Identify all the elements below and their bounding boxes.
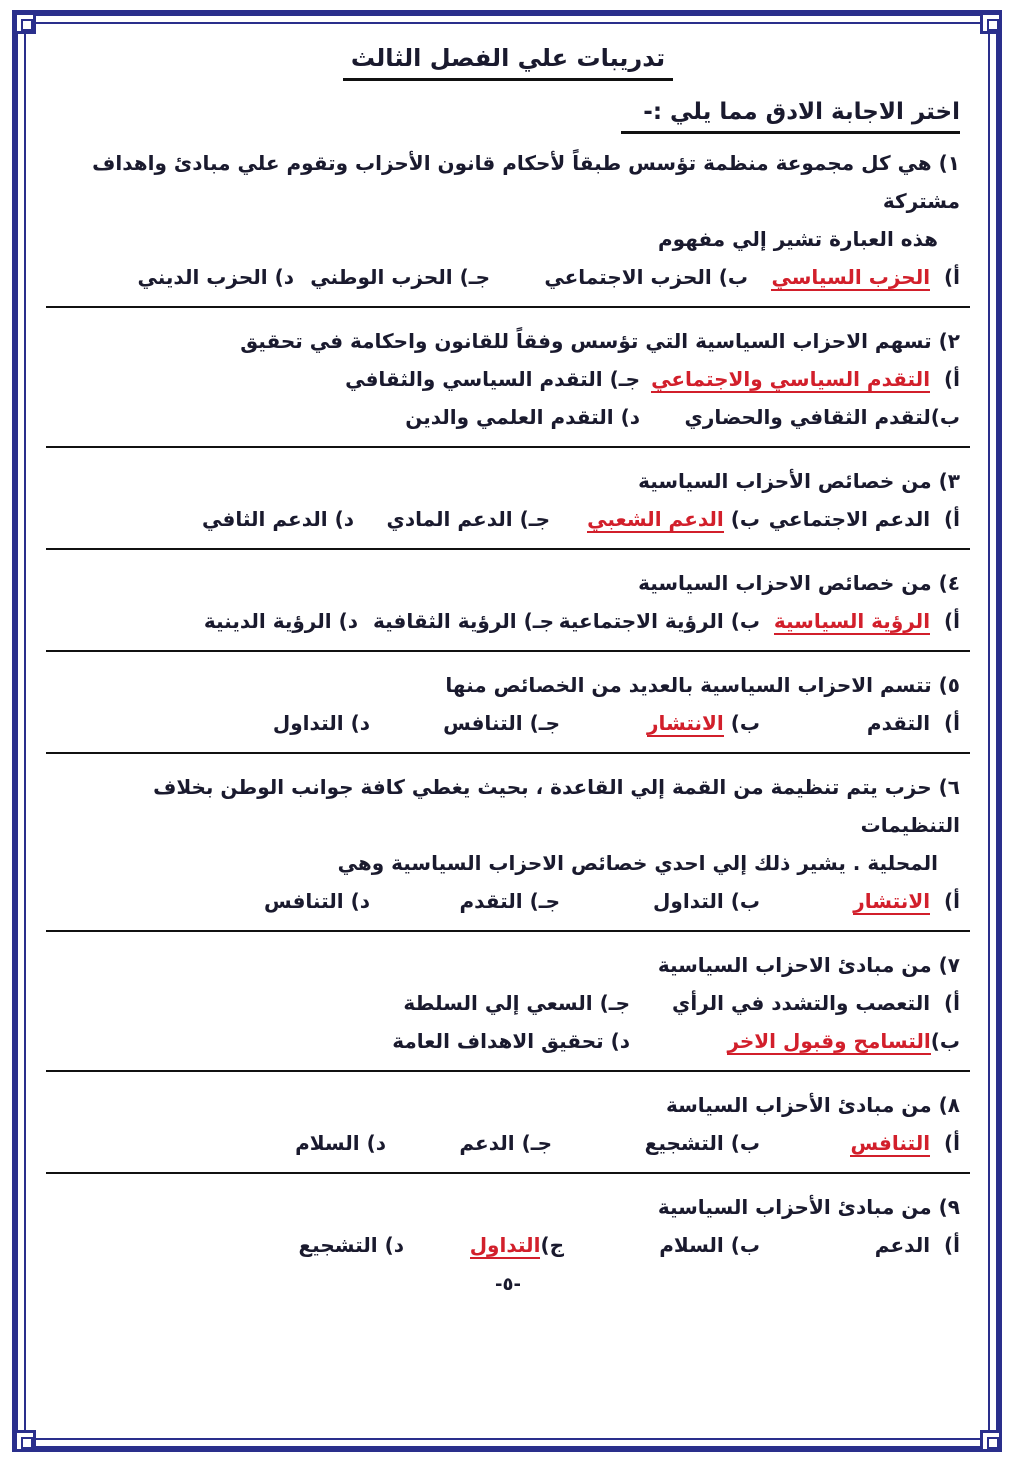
option-c[interactable]: جـ) الرؤية الثقافية: [372, 609, 554, 633]
corner-ornament: [14, 12, 36, 34]
worksheet: [40, 30, 976, 1295]
correct-answer: الانتشار: [853, 889, 931, 913]
correct-answer: التداول: [469, 1233, 541, 1257]
question-text: ١) هي كل مجموعة منظمة تؤسس طبقاً لأحكام قانون الأحزاب وتقوم علي مبادئ واهداف مشتركة: [92, 151, 960, 213]
option-d[interactable]: د) السلام: [295, 1131, 386, 1155]
correct-answer: الدعم الشعبي: [587, 507, 724, 531]
question-text: ٥) تتسم الاحزاب السياسية بالعديد من الخصائص منها: [445, 673, 960, 697]
page-title: [40, 44, 976, 81]
option-b[interactable]: ب)لتقدم الثقافي والحضاري: [684, 405, 960, 429]
divider: [46, 650, 970, 652]
correct-answer: التقدم السياسي والاجتماعي: [651, 367, 931, 391]
option-c[interactable]: ج)التداول: [469, 1233, 564, 1257]
option-c[interactable]: جـ) السعي إلي السلطة: [403, 991, 630, 1015]
divider: [46, 752, 970, 754]
page-title-text: تدريبات علي الفصل الثالث: [343, 44, 673, 81]
option-d[interactable]: د) تحقيق الاهداف العامة: [392, 1029, 630, 1053]
question-text: ٨) من مبادئ الأحزاب السياسة: [666, 1093, 960, 1117]
option-a[interactable]: أ) الرؤية السياسية: [773, 609, 960, 633]
options-row: [50, 704, 960, 742]
question-4: [40, 564, 976, 640]
option-d[interactable]: د) الحزب الديني: [137, 265, 294, 289]
option-d[interactable]: د) الرؤية الدينية: [203, 609, 358, 633]
corner-ornament: [980, 1430, 1002, 1452]
correct-answer: الرؤية السياسية: [773, 609, 931, 633]
question-text: ٤) من خصائص الاحزاب السياسية: [638, 571, 960, 595]
option-a[interactable]: أ) التعصب والتشدد في الرأي: [672, 991, 960, 1015]
divider: [46, 446, 970, 448]
question-text: ٣) من خصائص الأحزاب السياسية: [638, 469, 960, 493]
options-row: [50, 1226, 960, 1264]
option-c[interactable]: جـ) الدعم المادي: [386, 507, 550, 531]
options-row: [50, 1124, 960, 1162]
option-b[interactable]: ب) التشجيع: [644, 1131, 760, 1155]
option-b[interactable]: ب) الرؤية الاجتماعية: [558, 609, 760, 633]
question-text: ٩) من مبادئ الأحزاب السياسية: [657, 1195, 960, 1219]
option-b[interactable]: ب) الانتشار: [646, 711, 760, 735]
option-d[interactable]: د) التنافس: [264, 889, 370, 913]
option-a[interactable]: أ) التنافس: [850, 1131, 960, 1155]
question-text: ٧) من مبادئ الاحزاب السياسية: [657, 953, 960, 977]
options-row: [50, 360, 960, 398]
option-a[interactable]: أ) الدعم: [874, 1233, 960, 1257]
option-d[interactable]: د) الدعم الثافي: [202, 507, 354, 531]
question-1: [40, 144, 976, 296]
correct-answer: الانتشار: [646, 711, 724, 735]
correct-answer: التنافس: [850, 1131, 931, 1155]
options-row: [50, 398, 960, 436]
question-8: [40, 1086, 976, 1162]
options-row: [50, 602, 960, 640]
option-c[interactable]: جـ) الدعم: [459, 1131, 552, 1155]
question-6: [40, 768, 976, 920]
question-9: [40, 1188, 976, 1264]
page-number: -٥-: [495, 1274, 521, 1295]
options-row: [50, 500, 960, 538]
option-a[interactable]: أ) الانتشار: [853, 889, 960, 913]
divider: [46, 306, 970, 308]
option-a[interactable]: أ) الحزب السياسي: [771, 265, 960, 289]
options-row: [50, 258, 960, 296]
option-b[interactable]: ب) التداول: [653, 889, 760, 913]
question-text: ٢) تسهم الاحزاب السياسية التي تؤسس وفقاً للقانون واحكامة في تحقيق: [240, 329, 960, 353]
correct-answer: الحزب السياسي: [771, 265, 931, 289]
question-text: المحلية . يشير ذلك إلي احدي خصائص الاحزاب السياسية وهي: [337, 851, 938, 875]
options-row: [50, 882, 960, 920]
options-row: [50, 984, 960, 1022]
question-7: [40, 946, 976, 1060]
option-c[interactable]: جـ) التقدم: [459, 889, 560, 913]
option-d[interactable]: د) التداول: [272, 711, 370, 735]
divider: [46, 548, 970, 550]
option-b[interactable]: ب) الحزب الاجتماعي: [544, 265, 748, 289]
question-text: ٦) حزب يتم تنظيمة من القمة إلي القاعدة ، بحيث يغطي كافة جوانب الوطن بخلاف التنظيمات: [153, 775, 960, 837]
corner-ornament: [980, 12, 1002, 34]
corner-ornament: [14, 1430, 36, 1452]
divider: [46, 1172, 970, 1174]
option-a[interactable]: أ) التقدم السياسي والاجتماعي: [651, 367, 960, 391]
question-2: [40, 322, 976, 436]
option-a[interactable]: أ) التقدم: [866, 711, 960, 735]
instruction-text: اختر الاجابة الادق مما يلي :-: [621, 99, 960, 134]
question-3: [40, 462, 976, 538]
options-row: [50, 1022, 960, 1060]
option-b[interactable]: ب)التسامح وقبول الاخر: [727, 1029, 960, 1053]
question-5: [40, 666, 976, 742]
option-c[interactable]: جـ) الحزب الوطني: [310, 265, 490, 289]
divider: [46, 1070, 970, 1072]
option-b[interactable]: ب) السلام: [659, 1233, 760, 1257]
instruction: [40, 99, 960, 134]
option-c[interactable]: جـ) التقدم السياسي والثقافي: [345, 367, 640, 391]
option-a[interactable]: أ) الدعم الاجتماعي: [768, 507, 960, 531]
divider: [46, 930, 970, 932]
option-b[interactable]: ب) الدعم الشعبي: [587, 507, 760, 531]
correct-answer: التسامح وقبول الاخر: [727, 1029, 931, 1053]
option-d[interactable]: د) التشجيع: [298, 1233, 404, 1257]
option-d[interactable]: د) التقدم العلمي والدين: [405, 405, 640, 429]
question-text: هذه العبارة تشير إلي مفهوم: [658, 227, 938, 251]
option-c[interactable]: جـ) التنافس: [443, 711, 560, 735]
